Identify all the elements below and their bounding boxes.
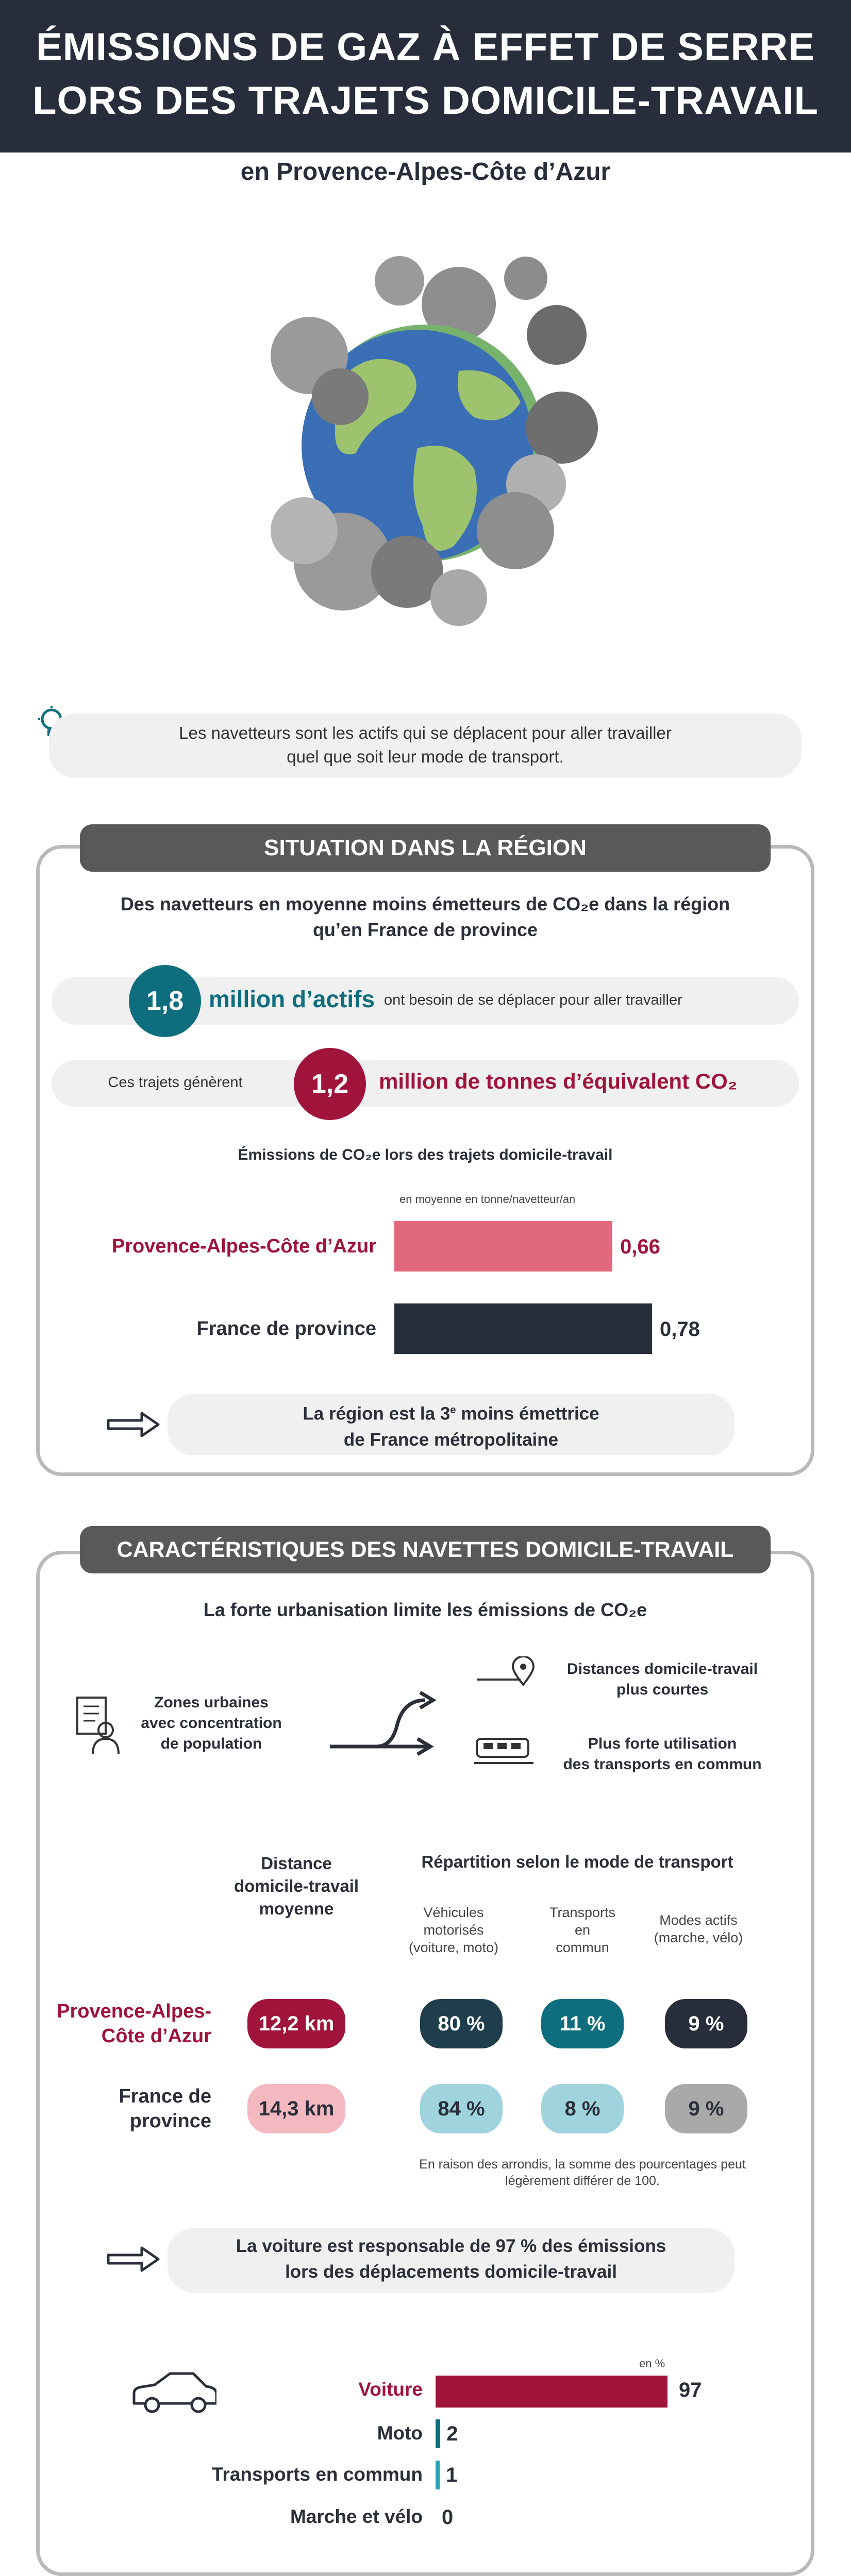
- urban-line-3: de population: [160, 1735, 262, 1752]
- arrow-right-icon: [106, 1409, 162, 1440]
- note-line-2: légèrement différer de 100.: [505, 2174, 660, 2188]
- section2-heading: La forte urbanisation limite les émissions de CO₂e: [203, 1599, 647, 1620]
- stat1-desc: ont besoin de se déplacer pour aller travailler: [384, 992, 682, 1008]
- rounding-note: [402, 2156, 763, 2189]
- chart2-category-label: Transports en commun: [211, 2464, 423, 2485]
- chart1-unit: en moyenne en tonne/navetteur/an: [399, 1193, 576, 1206]
- chart1-bar: [394, 1303, 652, 1354]
- stat2-label: million de tonnes d’équivalent CO₂: [379, 1069, 738, 1093]
- row2-transports: 8 %: [541, 2084, 624, 2133]
- conclusion-part-a: La région est la: [303, 1403, 436, 1424]
- chart1-value-label: 0,66: [620, 1235, 660, 1258]
- row1-label-line-1: Provence-Alpes-: [57, 2001, 211, 2022]
- section2-title: CARACTÉRISTIQUES DES NAVETTES DOMICILE-TRAVAIL: [80, 1526, 771, 1573]
- stat1-label: million d’actifs: [209, 986, 375, 1012]
- col-distance-line-1: Distance: [261, 1854, 332, 1873]
- row1-modes-actifs: 9 %: [665, 1999, 747, 2048]
- col-transports: [531, 1904, 634, 1956]
- section1-title: SITUATION DANS LA RÉGION: [80, 824, 771, 872]
- sub1-line-2: motorisés: [423, 1922, 484, 1938]
- row2-label-line-1: France de: [119, 2086, 211, 2107]
- train-icon: [474, 1736, 536, 1767]
- chart1-value-label: 0,78: [660, 1318, 700, 1341]
- conclusion-sup: e: [450, 1404, 456, 1416]
- stat2-prefix: Ces trajets génèrent: [108, 1074, 243, 1091]
- intro-text: [49, 721, 802, 769]
- conclusion-rank: 3: [440, 1403, 450, 1424]
- col-distance-line-2: domicile-travail: [233, 1876, 359, 1895]
- intro-line-2: quel que soit leur mode de transport.: [287, 747, 564, 766]
- effect1-line-2: plus courtes: [616, 1681, 709, 1698]
- row2-label-line-2: province: [129, 2110, 211, 2132]
- urban-line-2: avec concentration: [141, 1715, 282, 1732]
- chart2-bar: [436, 2461, 440, 2489]
- row2-distance: 14,3 km: [247, 2084, 345, 2133]
- sub3-line-2: (marche, vélo): [654, 1930, 743, 1945]
- urban-zones-text: [129, 1692, 294, 1754]
- chart2-bar: [436, 2419, 440, 2448]
- chart2-category-label: Moto: [377, 2422, 423, 2444]
- row1-transports: 11 %: [541, 1999, 624, 2048]
- chart2-category-label: Marche et vélo: [290, 2506, 423, 2527]
- row1-label: [46, 1999, 211, 2048]
- effect2-text: [546, 1734, 778, 1775]
- chart1-bar: [394, 1221, 612, 1272]
- sub2-line-1: Transports: [549, 1905, 616, 1920]
- sub2-line-3: commun: [556, 1940, 609, 1955]
- chart2-category-label: Voiture: [358, 2379, 423, 2400]
- effect2-line-1: Plus forte utilisation: [588, 1735, 737, 1752]
- split-arrow-icon: [325, 1685, 443, 1762]
- col-distance-line-3: moyenne: [259, 1899, 334, 1918]
- chart2-value-label: 2: [446, 2422, 458, 2445]
- note-line-1: En raison des arrondis, la somme des pourcentages peut: [419, 2157, 746, 2172]
- urban-planning-icon: [67, 1695, 129, 1757]
- row2-vehicules: 84 %: [420, 2084, 503, 2133]
- section1-heading-line-1: Des navetteurs en moyenne moins émetteurs de CO₂e dans la région: [120, 893, 730, 914]
- chart2-bar: [436, 2376, 668, 2408]
- col-modes-actifs: [642, 1911, 755, 1946]
- conclusion-line-2: de France métropolitaine: [343, 1429, 559, 1450]
- urban-line-1: Zones urbaines: [154, 1694, 269, 1711]
- row1-vehicules: 80 %: [420, 1999, 503, 2048]
- col-repartition-header: Répartition selon le mode de transport: [421, 1852, 733, 1871]
- chart2-value-label: 1: [446, 2464, 458, 2486]
- section1-conclusion: [168, 1397, 735, 1453]
- effect2-line-2: des transports en commun: [563, 1756, 762, 1773]
- effect1-line-1: Distances domicile-travail: [566, 1660, 758, 1677]
- chart1-title: Émissions de CO₂e lors des trajets domicile-travail: [238, 1146, 613, 1163]
- intro-line-1: Les navetteurs sont les actifs qui se déplacent pour aller travailler: [179, 723, 672, 742]
- section2-conclusion: [168, 2233, 735, 2285]
- stat1-value: 1,8: [129, 965, 201, 1037]
- sub3-line-1: Modes actifs: [659, 1912, 738, 1928]
- effect1-text: [546, 1659, 778, 1700]
- chart2-value-label: 97: [679, 2379, 702, 2401]
- conclusion-part-b: moins émettrice: [461, 1403, 599, 1424]
- sub1-line-1: Véhicules: [423, 1905, 484, 1920]
- col-vehicules: [402, 1904, 505, 1956]
- stat2-value: 1,2: [294, 1048, 366, 1120]
- arrow-right-icon: [106, 2244, 162, 2275]
- title-line-1: ÉMISSIONS DE GAZ À EFFET DE SERRE: [36, 25, 815, 69]
- sub2-line-2: en: [574, 1922, 591, 1938]
- section1-heading: [49, 891, 802, 943]
- chart1-category-label: France de province: [196, 1318, 376, 1340]
- section1-heading-line-2: qu’en France de province: [312, 919, 538, 940]
- row1-distance: 12,2 km: [247, 1999, 345, 2048]
- chart2-value-label: 0: [442, 2506, 454, 2529]
- section2-conclusion-line-1: La voiture est responsable de 97 % des émissions: [236, 2236, 666, 2256]
- modes-unit: en %: [639, 2357, 665, 2370]
- page-title: [0, 21, 851, 128]
- row2-modes-actifs: 9 %: [665, 2084, 747, 2133]
- globe-smoke-illustration: [247, 242, 619, 649]
- col-distance-header: [227, 1852, 366, 1920]
- page-subtitle: en Provence-Alpes-Côte d’Azur: [240, 158, 611, 185]
- section2-conclusion-line-2: lors des déplacements domicile-travail: [285, 2262, 617, 2282]
- sub1-line-3: (voiture, moto): [408, 1940, 499, 1955]
- title-line-2: LORS DES TRAJETS DOMICILE-TRAVAIL: [32, 79, 819, 123]
- chart1-category-label: Provence-Alpes-Côte d’Azur: [111, 1235, 376, 1257]
- row2-label: [46, 2084, 211, 2133]
- row1-label-line-2: Côte d’Azur: [101, 2025, 211, 2047]
- location-pin-icon: [474, 1656, 536, 1692]
